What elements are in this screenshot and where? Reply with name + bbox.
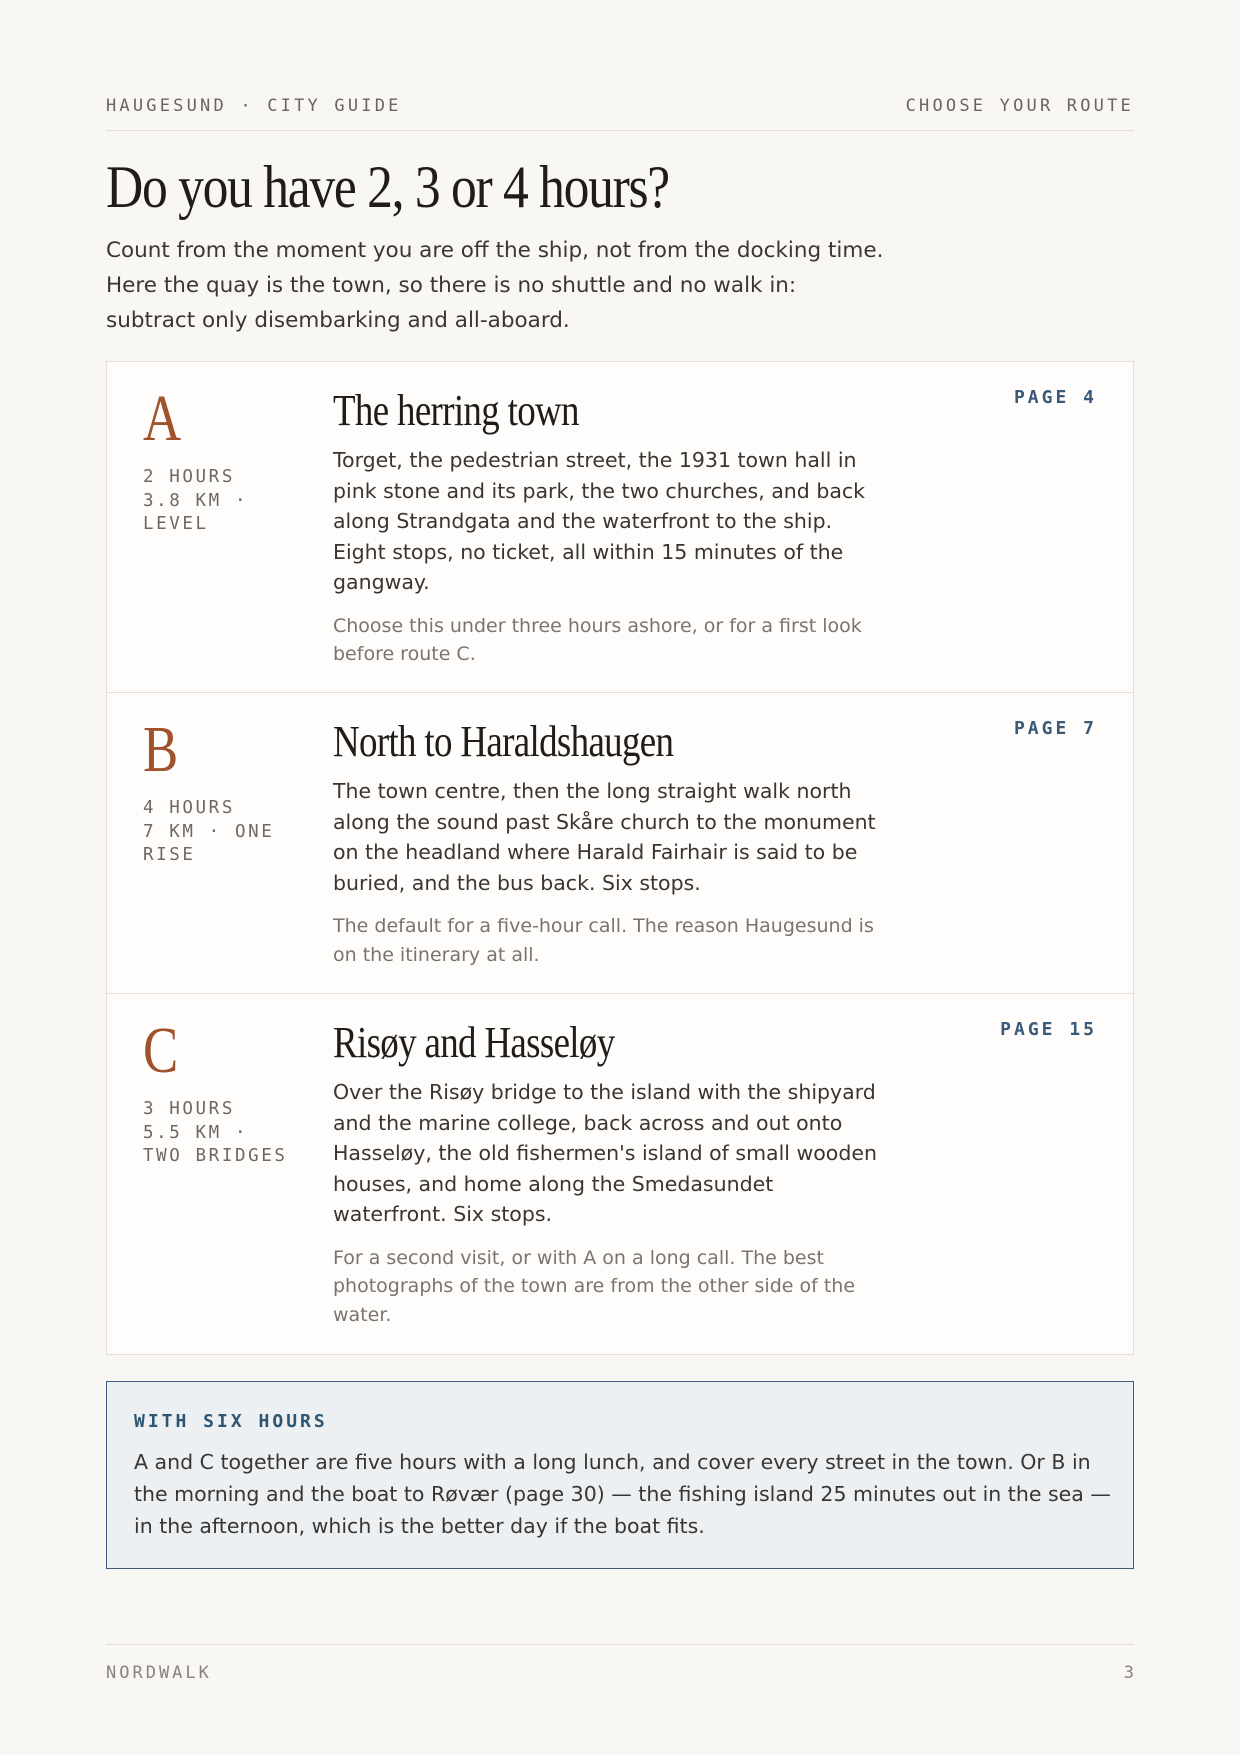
route-content xyxy=(333,717,883,969)
callout-text: A and C together are five hours with a long lunch, and cover every street in the town. Or B in the morning and the boat to Røvær (page 30) — the fishing island 25 minutes out in the sea — in the afternoon, which is the better day if the boat fits. xyxy=(134,1450,1111,1538)
page-header xyxy=(106,96,1134,131)
publisher-name: NORDWALK xyxy=(106,1663,212,1683)
route-description: Over the Risøy bridge to the island with the shipyard and the marine college, back across and out onto Hasseløy, the old fishermen's island of small wooden houses, and home along the Smedasundet waterfront. Six stops. xyxy=(333,1080,877,1227)
route-description: The town centre, then the long straight walk north along the sound past Skåre church to the monument on the headland where Harald Fairhair is said to be buried, and the bus back. Six stops. xyxy=(333,779,876,895)
route-letter: A xyxy=(143,382,182,455)
route-page-link[interactable]: PAGE 7 xyxy=(1013,718,1097,739)
section-label: CHOOSE YOUR ROUTE xyxy=(905,96,1134,116)
route-card-a xyxy=(107,362,1133,693)
six-hours-callout xyxy=(106,1381,1134,1569)
route-note: The default for a five-hour call. The reason Haugesund is on the itinerary at all. xyxy=(333,915,874,966)
page-footer xyxy=(106,1644,1134,1683)
intro-paragraph: Count from the moment you are off the ship, not from the docking time. Here the quay is the town, so there is no shuttle and no walk in: subtract only disembarking and all-aboard. xyxy=(106,238,884,333)
callout-label: WITH SIX HOURS xyxy=(134,1411,328,1432)
route-name: Risøy and Hasseløy xyxy=(333,1018,615,1067)
route-meta: 4 HOURS 7 KM · ONE RISE xyxy=(143,798,275,865)
route-name: North to Haraldshaugen xyxy=(333,717,674,766)
route-content xyxy=(333,1018,883,1329)
guide-page xyxy=(106,0,1134,1755)
route-card-b xyxy=(107,693,1133,994)
page-title: Do you have 2, 3 or 4 hours? xyxy=(106,154,669,220)
route-letter: C xyxy=(143,1014,179,1087)
guide-title: HAUGESUND · CITY GUIDE xyxy=(106,96,402,116)
route-note: For a second visit, or with A on a long call. The best photographs of the town are from the other side of the water. xyxy=(333,1246,856,1326)
route-meta: 2 HOURS 3.8 KM · LEVEL xyxy=(143,467,249,534)
route-card-c xyxy=(107,994,1133,1354)
page-number: 3 xyxy=(1123,1663,1134,1683)
route-page-link[interactable]: PAGE 4 xyxy=(1013,387,1097,408)
route-list xyxy=(106,361,1134,1355)
route-description: Torget, the pedestrian street, the 1931 town hall in pink stone and its park, the two churches, and back along Strandgata and the waterfront to the ship. Eight stops, no ticket, all within 15 minutes of the gangway. xyxy=(333,448,866,595)
route-content xyxy=(333,386,883,669)
route-note: Choose this under three hours ashore, or for a first look before route C. xyxy=(333,614,862,666)
route-name: The herring town xyxy=(333,386,579,435)
route-page-link[interactable]: PAGE 15 xyxy=(1000,1019,1097,1040)
route-meta: 3 HOURS 5.5 KM · TWO BRIDGES xyxy=(143,1099,288,1166)
route-letter: B xyxy=(143,713,179,786)
